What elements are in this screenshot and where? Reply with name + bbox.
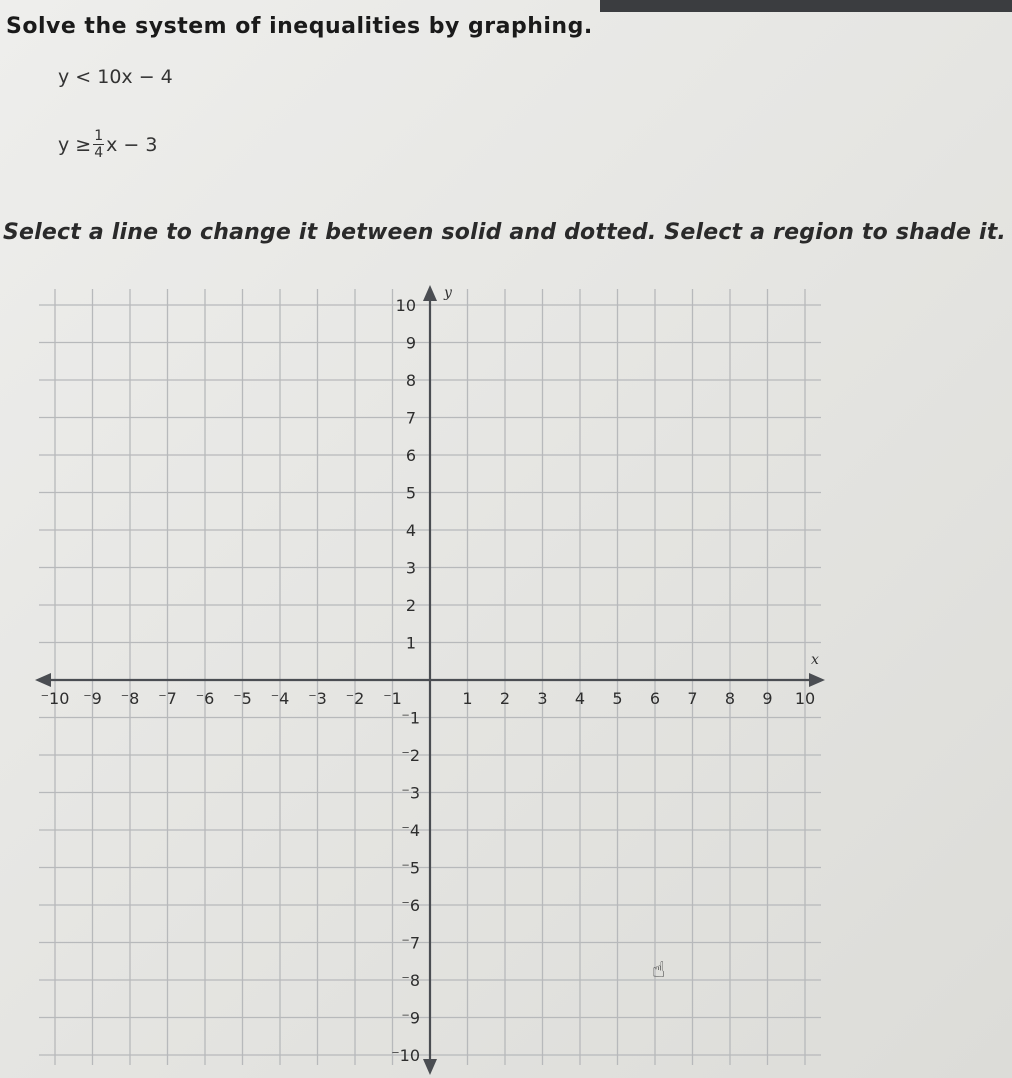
pointer-hand-icon: ☝ bbox=[652, 958, 666, 983]
y-tick-label: ⁻6 bbox=[401, 896, 420, 915]
y-tick-label: 5 bbox=[405, 483, 416, 503]
y-axis-arrow-up bbox=[423, 285, 437, 301]
x-tick-label: ⁻1 bbox=[383, 689, 402, 708]
x-tick-label: 2 bbox=[499, 689, 511, 708]
y-axis-label: y bbox=[444, 285, 452, 301]
instructions: Select a line to change it between solid and dotted. Select a region to shade it. bbox=[3, 220, 1006, 245]
y-tick-label: 10 bbox=[395, 296, 416, 315]
inequality-2-left: y ≥ bbox=[58, 133, 92, 156]
x-axis-arrow-right bbox=[809, 673, 825, 687]
y-tick-label: 6 bbox=[405, 446, 416, 465]
x-tick-label: ⁻9 bbox=[83, 689, 102, 708]
y-tick-label: 8 bbox=[405, 371, 416, 390]
x-axis-label: x bbox=[811, 652, 819, 668]
x-tick-label: 1 bbox=[462, 689, 473, 708]
y-tick-label: 7 bbox=[405, 408, 416, 428]
y-tick-label: ⁻9 bbox=[401, 1008, 420, 1028]
y-tick-label: ⁻1 bbox=[401, 708, 420, 728]
inequality-2 bbox=[58, 128, 157, 161]
coordinate-plane[interactable] bbox=[40, 270, 860, 1065]
y-tick-label: 4 bbox=[405, 521, 416, 540]
y-axis-arrow-down bbox=[423, 1059, 437, 1075]
x-tick-label: 7 bbox=[687, 689, 698, 708]
y-tick-label: 1 bbox=[405, 633, 416, 653]
x-tick-label: 9 bbox=[762, 689, 773, 708]
y-tick-label: ⁻4 bbox=[401, 821, 420, 840]
x-tick-label: 6 bbox=[649, 689, 661, 708]
x-tick-label: 5 bbox=[612, 689, 623, 708]
y-tick-label: ⁻10 bbox=[391, 1046, 420, 1065]
window-top-bar bbox=[600, 0, 1012, 12]
fraction-numerator: 1 bbox=[94, 128, 104, 144]
y-tick-label: ⁻8 bbox=[401, 971, 420, 990]
y-tick-label: ⁻3 bbox=[401, 783, 420, 803]
x-tick-label: ⁻8 bbox=[120, 689, 140, 708]
graph-panel[interactable] bbox=[40, 270, 860, 1065]
y-tick-label: ⁻5 bbox=[401, 858, 420, 878]
y-tick-label: 3 bbox=[405, 558, 416, 578]
y-tick-label: 9 bbox=[405, 333, 416, 353]
x-tick-label: 4 bbox=[574, 689, 586, 708]
x-tick-label: ⁻3 bbox=[308, 689, 327, 708]
x-tick-label: ⁻6 bbox=[195, 689, 215, 708]
problem-title: Solve the system of inequalities by graphing. bbox=[6, 14, 593, 39]
x-tick-label: ⁻4 bbox=[270, 689, 290, 708]
x-tick-label: 10 bbox=[794, 689, 816, 708]
x-tick-label: ⁻7 bbox=[158, 689, 177, 708]
inequality-2-right: x − 3 bbox=[106, 133, 158, 156]
y-tick-label: 2 bbox=[405, 596, 416, 615]
y-tick-label: ⁻2 bbox=[401, 746, 420, 765]
x-tick-label: 8 bbox=[724, 689, 736, 708]
y-tick-label: ⁻7 bbox=[401, 933, 420, 953]
x-tick-label: 3 bbox=[537, 689, 548, 708]
x-tick-label: ⁻2 bbox=[345, 689, 365, 708]
x-tick-label: ⁻10 bbox=[40, 689, 70, 708]
x-tick-label: ⁻5 bbox=[233, 689, 252, 708]
fraction-denominator: 4 bbox=[94, 145, 104, 161]
fraction bbox=[93, 128, 104, 161]
inequality-1: y < 10x − 4 bbox=[58, 66, 173, 88]
x-axis-arrow-left bbox=[35, 673, 51, 687]
